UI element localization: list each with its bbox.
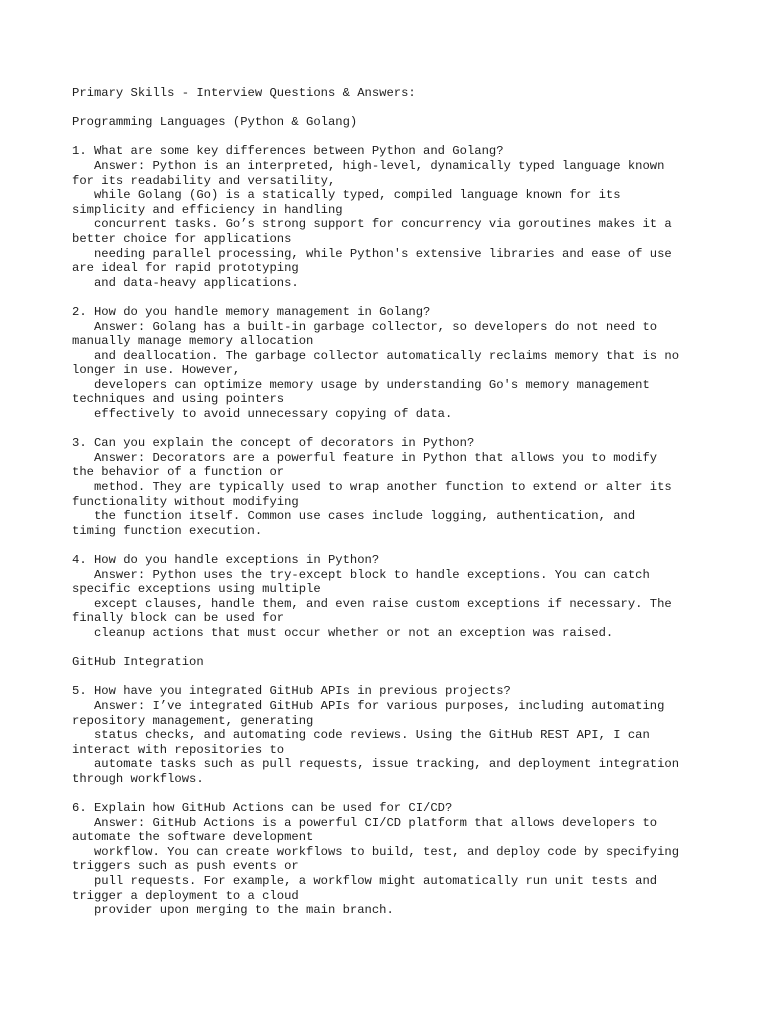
answer-line: cleanup actions that must occur whether or not an exception was raised. [72, 625, 614, 640]
answer-line: repository management, generating [72, 713, 314, 728]
answer-line: pull requests. For example, a workflow might automatically run unit tests and [72, 874, 658, 889]
question-text: 4. How do you handle exceptions in Python? [72, 553, 380, 567]
answer-line: trigger a deployment to a cloud [72, 888, 299, 903]
qa-block [72, 684, 728, 786]
answer-line: status checks, and automating code reviews. Using the GitHub REST API, I can [72, 728, 650, 743]
spacer [72, 918, 728, 933]
spacer [72, 641, 728, 656]
answer-line: the function itself. Common use cases include logging, authentication, and [72, 509, 636, 524]
answer-line: Answer: Golang has a built-in garbage collector, so developers do not need to [72, 319, 658, 334]
answer-line: Answer: Python uses the try-except block to handle exceptions. You can catch [72, 567, 650, 582]
section-heading: GitHub Integration [72, 655, 204, 670]
answer-line: specific exceptions using multiple [72, 582, 321, 597]
answer-line: interact with repositories to [72, 742, 285, 757]
question-text: 6. Explain how GitHub Actions can be used for CI/CD? [72, 801, 453, 816]
question-text: 2. How do you handle memory management in Golang? [72, 304, 431, 319]
answer-line: needing parallel processing, while Python's extensive libraries and ease of use [72, 246, 672, 261]
answer-line: workflow. You can create workflows to build, test, and deploy code by specifying [72, 844, 680, 859]
spacer [72, 290, 728, 305]
answer-line: except clauses, handle them, and even raise custom exceptions if necessary. The [72, 596, 672, 611]
section-heading: Programming Languages (Python & Golang) [72, 115, 358, 130]
answer-line: techniques and using pointers [72, 392, 285, 407]
question-text: 5. How have you integrated GitHub APIs in previous projects? [72, 684, 511, 699]
answer-line: timing function execution. [72, 523, 263, 538]
document-body [72, 115, 728, 932]
qa-block [72, 436, 728, 538]
answer-line: longer in use. However, [72, 363, 241, 378]
document-title: Primary Skills - Interview Questions & Answers: [72, 86, 416, 100]
answer-line: while Golang (Go) is a statically typed, compiled language known for its [72, 188, 621, 203]
spacer [72, 130, 728, 145]
answer-line: effectively to avoid unnecessary copying of data. [72, 407, 453, 422]
answer-line: are ideal for rapid prototyping [72, 261, 299, 276]
question-text: 1. What are some key differences between Python and Golang? [72, 144, 504, 159]
answer-line: concurrent tasks. Go’s strong support for concurrency via goroutines makes it a [72, 217, 672, 232]
spacer [72, 422, 728, 437]
answer-line: method. They are typically used to wrap another function to extend or alter its [72, 480, 672, 495]
answer-line: simplicity and efficiency in handling [72, 202, 343, 217]
answer-line: developers can optimize memory usage by understanding Go's memory management [72, 377, 650, 392]
answer-line: Answer: I’ve integrated GitHub APIs for various purposes, including automating [72, 698, 665, 713]
answer-line: automate tasks such as pull requests, issue tracking, and deployment integration [72, 757, 680, 772]
answer-line: through workflows. [72, 771, 204, 786]
answer-line: the behavior of a function or [72, 465, 285, 480]
answer-line: Answer: Python is an interpreted, high-level, dynamically typed language known [72, 158, 665, 173]
answer-line: manually manage memory allocation [72, 334, 314, 349]
answer-line: and data-heavy applications. [72, 275, 299, 290]
answer-line: and deallocation. The garbage collector automatically reclaims memory that is no [72, 348, 680, 363]
qa-block [72, 144, 728, 290]
spacer [72, 670, 728, 685]
answer-line: functionality without modifying [72, 494, 299, 509]
spacer [72, 787, 728, 802]
qa-block [72, 553, 728, 641]
spacer [72, 101, 728, 116]
qa-block [72, 801, 728, 918]
spacer [72, 538, 728, 553]
answer-line: Answer: GitHub Actions is a powerful CI/CD platform that allows developers to [72, 815, 658, 830]
answer-line: automate the software development [72, 830, 314, 845]
question-text: 3. Can you explain the concept of decorators in Python? [72, 436, 475, 451]
qa-block [72, 305, 728, 422]
answer-line: for its readability and versatility, [72, 173, 336, 188]
answer-line: finally block can be used for [72, 611, 285, 626]
answer-line: triggers such as push events or [72, 859, 299, 874]
answer-line: Answer: Decorators are a powerful feature in Python that allows you to modify [72, 450, 658, 465]
answer-line: provider upon merging to the main branch. [72, 903, 394, 918]
answer-line: better choice for applications [72, 231, 292, 246]
